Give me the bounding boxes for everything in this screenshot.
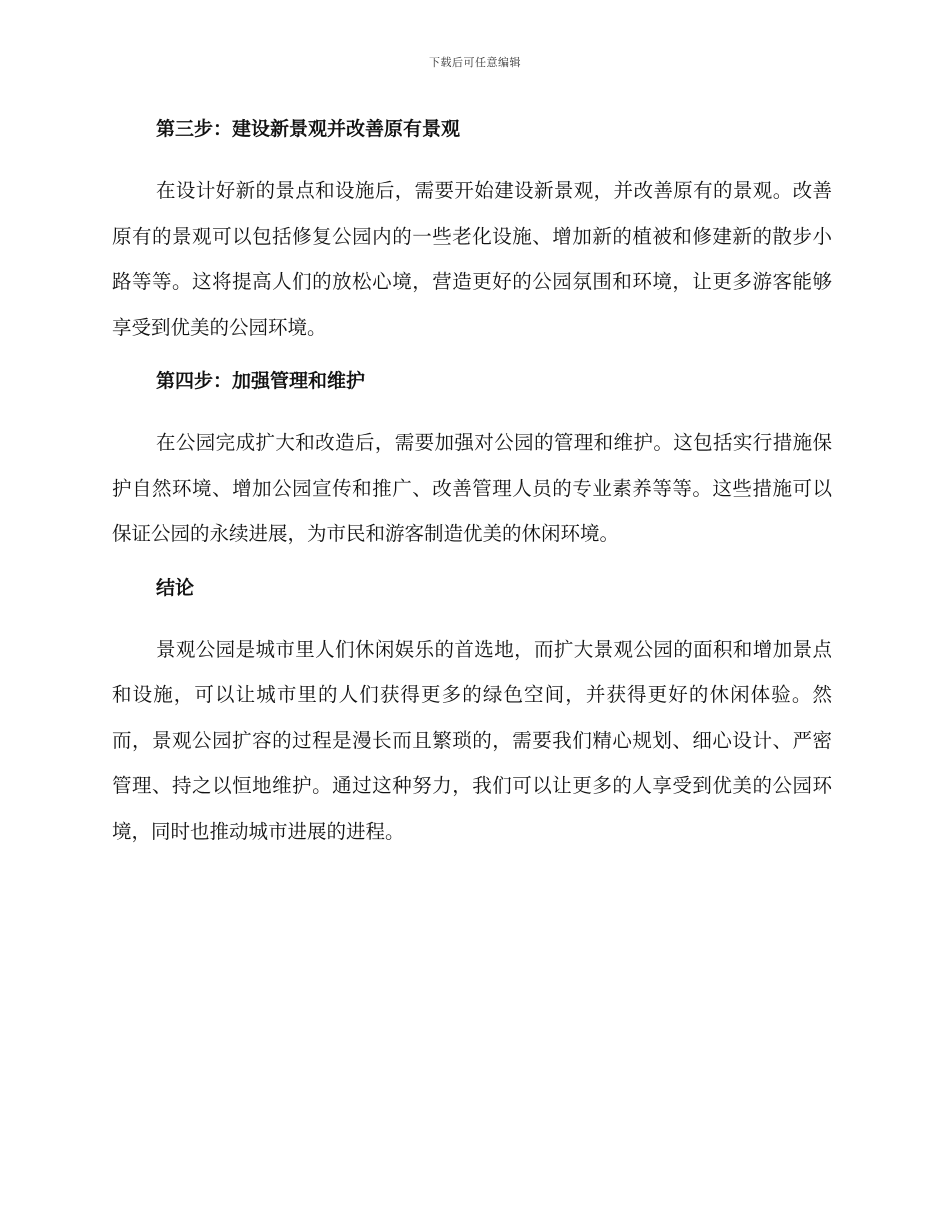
section-paragraph-conclusion: 景观公园是城市里人们休闲娱乐的首选地，而扩大景观公园的面积和增加景点和设施，可以让城市里的人们获得更多的绿色空间，并获得更好的休闲体验。然而，景观公园扩容的过程是漫长而且繁琐的，需要我们精心规划、细心设计、严密管理、持之以恒地维护。通过这种努力，我们可以让更多的人享受到优美的公园环境，同时也推动城市进展的进程。: [112, 637, 832, 843]
section-heading-step-three: 第三步：建设新景观并改善原有景观: [156, 118, 461, 140]
section-paragraph-step-four: 在公园完成扩大和改造后，需要加强对公园的管理和维护。这包括实行措施保护自然环境、增加公园宣传和推广、改善管理人员的专业素养等等。这些措施可以保证公园的永续进展，为市民和游客制造优美的休闲环境。: [112, 431, 832, 545]
section-paragraph-step-three: 在设计好新的景点和设施后，需要开始建设新景观，并改善原有的景观。改善原有的景观可以包括修复公园内的一些老化设施、增加新的植被和修建新的散步小路等等。这将提高人们的放松心境，营造更好的公园氛围和环境，让更多游客能够享受到优美的公园环境。: [112, 179, 832, 339]
document-body: [112, 112, 832, 854]
section-heading-step-four: 第四步：加强管理和维护: [156, 370, 366, 392]
page-header-note: 下载后可任意编辑: [429, 56, 521, 69]
section-heading-conclusion: 结论: [156, 576, 195, 599]
